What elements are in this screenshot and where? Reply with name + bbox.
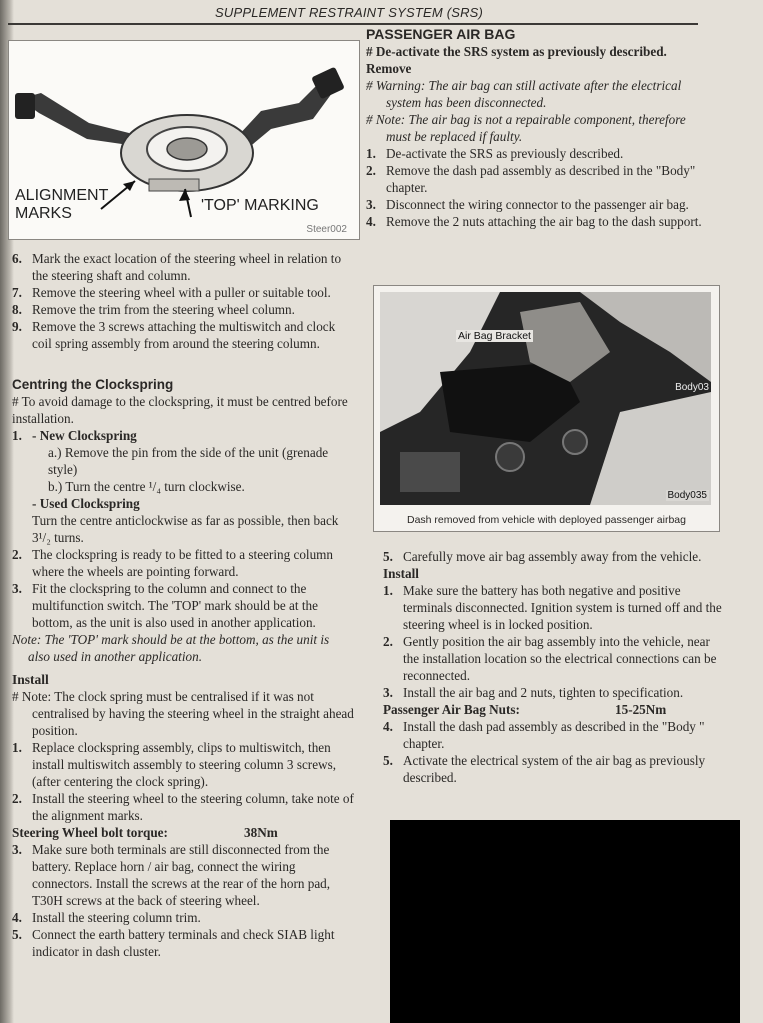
dash-photo-figure bbox=[373, 285, 720, 532]
step-text: Mark the exact location of the steering wheel in relation to the steering shaft and column. bbox=[32, 251, 342, 283]
step-item bbox=[383, 718, 723, 752]
step-item bbox=[12, 318, 354, 352]
step-text: Remove the trim from the steering wheel column. bbox=[32, 302, 295, 317]
step-text: Activate the electrical system of the air bag as previously described. bbox=[403, 753, 706, 785]
right-column-top bbox=[366, 26, 711, 230]
centring-step-1: 1. - New Clockspring a.) Remove the pin from the side of the unit (grenade style) b.) Turn the centre ¹/₄ turn clockwise. - Used Clockspring Turn the centre anticlockwise as far as possible, then back 3¹/₂ turns. bbox=[12, 427, 354, 546]
new-step-b: b.) Turn the centre ¹/₄ turn clockwise. bbox=[48, 479, 245, 494]
step-number: 3. bbox=[366, 197, 376, 212]
step-text: The clockspring is ready to be fitted to a steering column where the wheels are pointing forward. bbox=[32, 547, 334, 579]
header-rule bbox=[8, 23, 698, 25]
top-marking-label: 'TOP' MARKING bbox=[201, 197, 319, 214]
step-item bbox=[383, 752, 723, 786]
right-column-bottom bbox=[383, 548, 723, 786]
passenger-airbag-heading: PASSENGER AIR BAG bbox=[366, 26, 516, 42]
step-number: 7. bbox=[12, 285, 22, 300]
step-item bbox=[12, 790, 354, 824]
airbag-install-heading: Install bbox=[383, 566, 419, 581]
photo-tag-1: Body03 bbox=[675, 382, 709, 393]
step-item bbox=[383, 633, 723, 684]
step-number: 1. bbox=[383, 583, 393, 598]
warning-text: # Warning: The air bag can still activate after the electrical system has been disconnected. bbox=[366, 78, 682, 110]
step-item bbox=[12, 580, 354, 631]
step-text: Remove the dash pad assembly as described in the "Body" chapter. bbox=[386, 163, 696, 195]
step-item bbox=[12, 739, 354, 790]
step-text: Make sure the battery has both negative and positive terminals disconnected. Ignition system is turned off and the steering wheel is in locked position. bbox=[403, 583, 722, 632]
install-steps-b bbox=[12, 841, 354, 960]
step-text: Install the steering wheel to the steering column, take note of the alignment marks. bbox=[32, 791, 354, 823]
step-number: 2. bbox=[366, 163, 376, 178]
redaction-box bbox=[390, 820, 740, 1023]
step-number: 3. bbox=[12, 581, 22, 596]
step-number: 8. bbox=[12, 302, 22, 317]
airbag-bracket-label: Air Bag Bracket bbox=[458, 330, 531, 342]
figure-code: Steer002 bbox=[306, 224, 347, 235]
removal-steps bbox=[12, 250, 354, 352]
page-header: SUPPLEMENT RESTRAINT SYSTEM (SRS) bbox=[215, 5, 484, 20]
step-text: Install the steering column trim. bbox=[32, 910, 201, 925]
dash-photo bbox=[380, 292, 711, 505]
step-number: 3. bbox=[12, 842, 22, 857]
deactivate-line: # De-activate the SRS system as previously described. bbox=[366, 44, 667, 59]
step-number: 6. bbox=[12, 251, 22, 266]
step-text: Fit the clockspring to the column and connect to the multifunction switch. The 'TOP' mark should be at the bottom, as the unit is also used in another application. bbox=[32, 581, 318, 630]
step-text: Remove the steering wheel with a puller or suitable tool. bbox=[32, 285, 331, 300]
step-text: Gently position the air bag assembly into the vehicle, near the installation location so the electrical connections can be reconnected. bbox=[403, 634, 717, 683]
centring-note: Note: The 'TOP' mark should be at the bottom, as the unit is also used in another application. bbox=[12, 632, 330, 664]
step-number: 4. bbox=[12, 910, 22, 925]
left-column bbox=[12, 250, 354, 960]
step-number: 5. bbox=[383, 753, 393, 768]
step-number: 5. bbox=[12, 927, 22, 942]
step-number: 3. bbox=[383, 685, 393, 700]
dash-photo-graphic bbox=[380, 292, 711, 505]
step-item bbox=[12, 250, 354, 284]
centring-intro: # To avoid damage to the clockspring, it must be centred before installation. bbox=[12, 394, 348, 426]
remove-heading: Remove bbox=[366, 61, 412, 76]
step-number: 4. bbox=[383, 719, 393, 734]
step-text: Replace clockspring assembly, clips to multiswitch, then install multiswitch assembly to steering column 3 screws, (after centering the clock spring). bbox=[32, 740, 337, 789]
step-text: Install the dash pad assembly as described in the "Body " chapter. bbox=[403, 719, 705, 751]
alignment-marks-label: ALIGNMENT MARKS bbox=[15, 187, 109, 222]
step-number: 1. bbox=[366, 146, 376, 161]
airbag-install-steps bbox=[383, 582, 723, 701]
step-item bbox=[383, 684, 723, 701]
step-item bbox=[12, 301, 354, 318]
used-step: Turn the centre anticlockwise as far as possible, then back 3¹/₂ turns. bbox=[32, 513, 339, 545]
clockspring-figure bbox=[8, 40, 360, 240]
airbag-step-5: 5. Carefully move air bag assembly away from the vehicle. bbox=[383, 549, 702, 564]
airbag-remove-steps bbox=[366, 145, 711, 230]
step-item bbox=[366, 162, 711, 196]
new-clockspring-label: - New Clockspring bbox=[32, 428, 137, 443]
install-heading: Install bbox=[12, 672, 49, 687]
step-number: 2. bbox=[12, 547, 22, 562]
step-item bbox=[12, 909, 354, 926]
photo-caption: Dash removed from vehicle with deployed passenger airbag bbox=[407, 514, 686, 526]
step-number: 9. bbox=[12, 319, 22, 334]
step-item bbox=[12, 926, 354, 960]
step-number: 1. bbox=[12, 740, 22, 755]
step-item bbox=[12, 546, 354, 580]
centring-heading: Centring the Clockspring bbox=[12, 377, 174, 392]
step-text: De-activate the SRS as previously described. bbox=[386, 146, 624, 161]
used-clockspring-label: - Used Clockspring bbox=[32, 496, 140, 511]
step-text: Connect the earth battery terminals and check SIAB light indicator in dash cluster. bbox=[32, 927, 335, 959]
airbag-final-steps bbox=[383, 718, 723, 786]
step-number: 2. bbox=[12, 791, 22, 806]
step-text: Disconnect the wiring connector to the passenger air bag. bbox=[386, 197, 689, 212]
centring-steps bbox=[12, 546, 354, 631]
install-note: # Note: The clock spring must be centralised if it was not centralised by having the steering wheel in the straight ahead position. bbox=[12, 689, 354, 738]
step-item bbox=[366, 196, 711, 213]
step-item bbox=[366, 213, 711, 230]
photo-tag-2: Body035 bbox=[667, 490, 707, 501]
step-item bbox=[12, 841, 354, 909]
note-text: # Note: The air bag is not a repairable component, therefore must be replaced if faulty. bbox=[366, 112, 686, 144]
step-number: 2. bbox=[383, 634, 393, 649]
step-item bbox=[366, 145, 711, 162]
step-text: Install the air bag and 2 nuts, tighten to specification. bbox=[403, 685, 684, 700]
airbag-torque-spec: Passenger Air Bag Nuts: 15-25Nm bbox=[383, 702, 667, 717]
step-text: Remove the 2 nuts attaching the air bag to the dash support. bbox=[386, 214, 702, 229]
install-steps-a bbox=[12, 739, 354, 824]
step-text: Make sure both terminals are still disconnected from the battery. Replace horn / air bag, connect the wiring connectors. Install the screws at the rear of the horn pad, T30H screws at the back of steering wheel. bbox=[32, 842, 331, 908]
step-text: Remove the 3 screws attaching the multiswitch and clock coil spring assembly from around the steering column. bbox=[32, 319, 336, 351]
new-step-a: a.) Remove the pin from the side of the unit (grenade style) bbox=[48, 445, 329, 477]
step-item bbox=[12, 284, 354, 301]
steering-torque-spec: Steering Wheel bolt torque: 38Nm bbox=[12, 825, 278, 840]
step-item bbox=[383, 582, 723, 633]
step-number: 4. bbox=[366, 214, 376, 229]
